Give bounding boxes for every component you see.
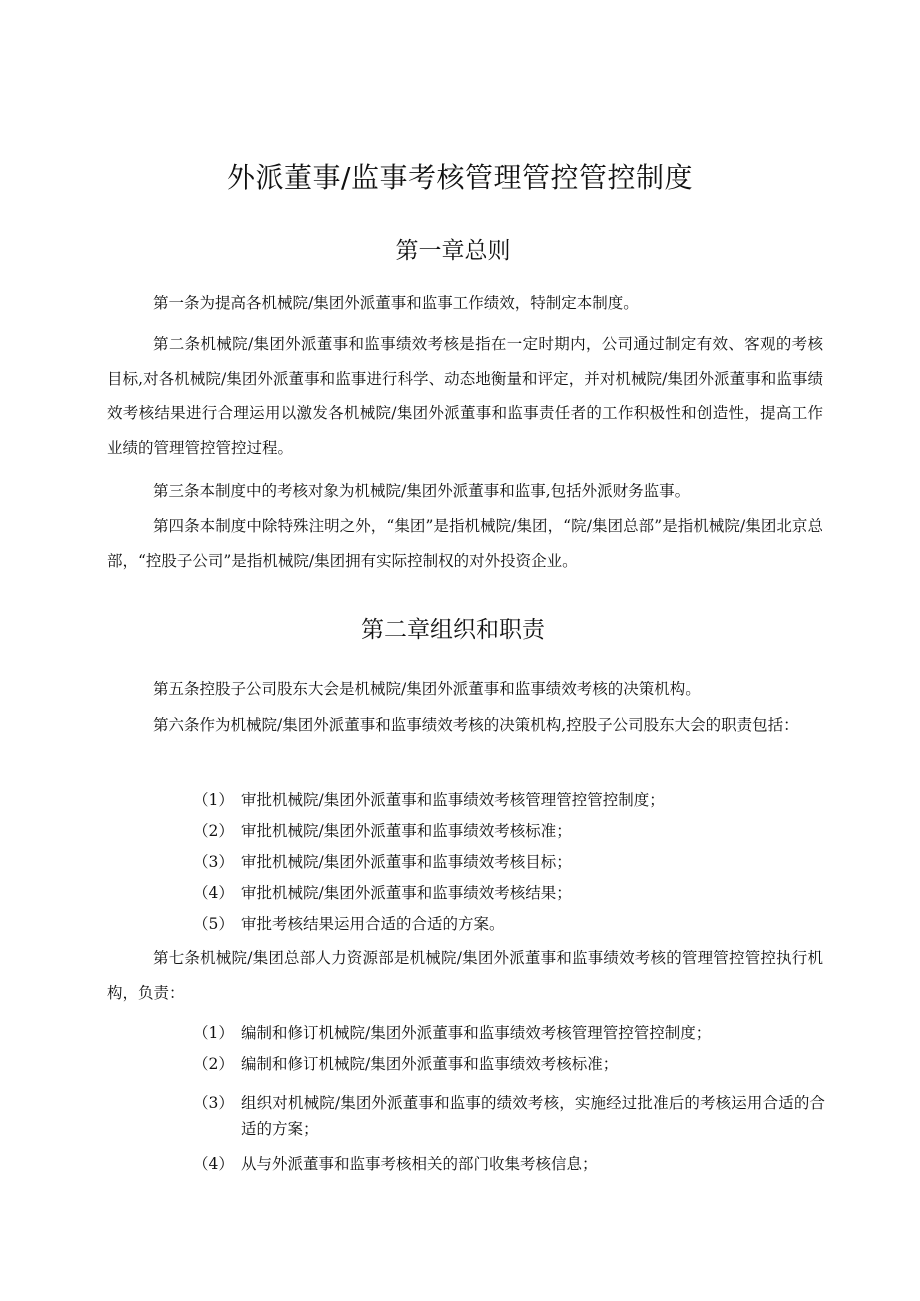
article-1: 第一条为提高各机械院/集团外派董事和监事工作绩效，特制定本制度。 bbox=[153, 294, 639, 312]
list-item-number: （1） bbox=[193, 1024, 234, 1042]
article-3: 第三条本制度中的考核对象为机械院/集团外派董事和监事,包括外派财务监事。 bbox=[153, 482, 691, 500]
list-item-text: 编制和修订机械院/集团外派董事和监事绩效考核管理管控管控制度； bbox=[241, 1024, 712, 1042]
list-item-text: 组织对机械院/集团外派董事和监事的绩效考核，实施经过批准后的考核运用合适的合适的方案； bbox=[241, 1094, 825, 1138]
list-item bbox=[193, 1051, 825, 1077]
list-item bbox=[193, 818, 825, 844]
list-item-number: （1） bbox=[193, 791, 234, 809]
list-item-text: 审批机械院/集团外派董事和监事绩效考核管理管控管控制度； bbox=[241, 791, 665, 809]
chapter-2-heading: 第二章组织和职责 bbox=[361, 617, 545, 643]
list-item-text: 审批机械院/集团外派董事和监事绩效考核标准； bbox=[241, 822, 572, 840]
list-item bbox=[193, 880, 825, 906]
list-item-text: 审批机械院/集团外派董事和监事绩效考核结果； bbox=[241, 884, 572, 902]
list-item-text: 从与外派董事和监事考核相关的部门收集考核信息； bbox=[241, 1155, 598, 1173]
list-item bbox=[193, 849, 825, 875]
list-item-text: 编制和修订机械院/集团外派董事和监事绩效考核标准； bbox=[241, 1055, 619, 1073]
list-item-text: 审批考核结果运用合适的合适的方案。 bbox=[241, 915, 505, 933]
list-item-number: （4） bbox=[193, 884, 234, 902]
article-4: 第四条本制度中除特殊注明之外，“集团”是指机械院/集团，“院/集团总部”是指机械院/集团北京总部，“控股子公司”是指机械院/集团拥有实际控制权的对外投资企业。 bbox=[107, 517, 823, 570]
article-7: 第七条机械院/集团总部人力资源部是机械院/集团外派董事和监事绩效考核的管理管控管控执行机构，负责： bbox=[107, 949, 823, 1002]
list-item bbox=[193, 787, 825, 813]
list-item-number: （2） bbox=[193, 822, 234, 840]
list-item bbox=[193, 1151, 825, 1177]
chapter-1-heading: 第一章总则 bbox=[395, 238, 511, 264]
list-item-number: （3） bbox=[193, 853, 234, 871]
document-title: 外派董事/监事考核管理管控管控制度 bbox=[227, 161, 693, 194]
list-item-text: 审批机械院/集团外派董事和监事绩效考核目标； bbox=[241, 853, 572, 871]
article-5: 第五条控股子公司股东大会是机械院/集团外派董事和监事绩效考核的决策机构。 bbox=[153, 680, 701, 698]
list-item bbox=[193, 1020, 825, 1046]
article-6: 第六条作为机械院/集团外派董事和监事绩效考核的决策机构,控股子公司股东大会的职责包括： bbox=[153, 716, 799, 734]
list-item-number: （5） bbox=[193, 915, 234, 933]
list-item-number: （3） bbox=[193, 1094, 234, 1112]
article-2: 第二条机械院/集团外派董事和监事绩效考核是指在一定时期内，公司通过制定有效、客观的考核目标,对各机械院/集团外派董事和监事进行科学、动态地衡量和评定，并对机械院/集团外派董事和监事绩效考核结果进行合理运用以激发各机械院/集团外派董事和监事责任者的工作积极性和创造性，提高工作业绩的管理管控管控过程。 bbox=[107, 335, 823, 457]
list-item-number: （2） bbox=[193, 1055, 234, 1073]
list-item-number: （4） bbox=[193, 1155, 234, 1173]
list-item bbox=[193, 1090, 825, 1142]
list-item bbox=[193, 911, 825, 937]
